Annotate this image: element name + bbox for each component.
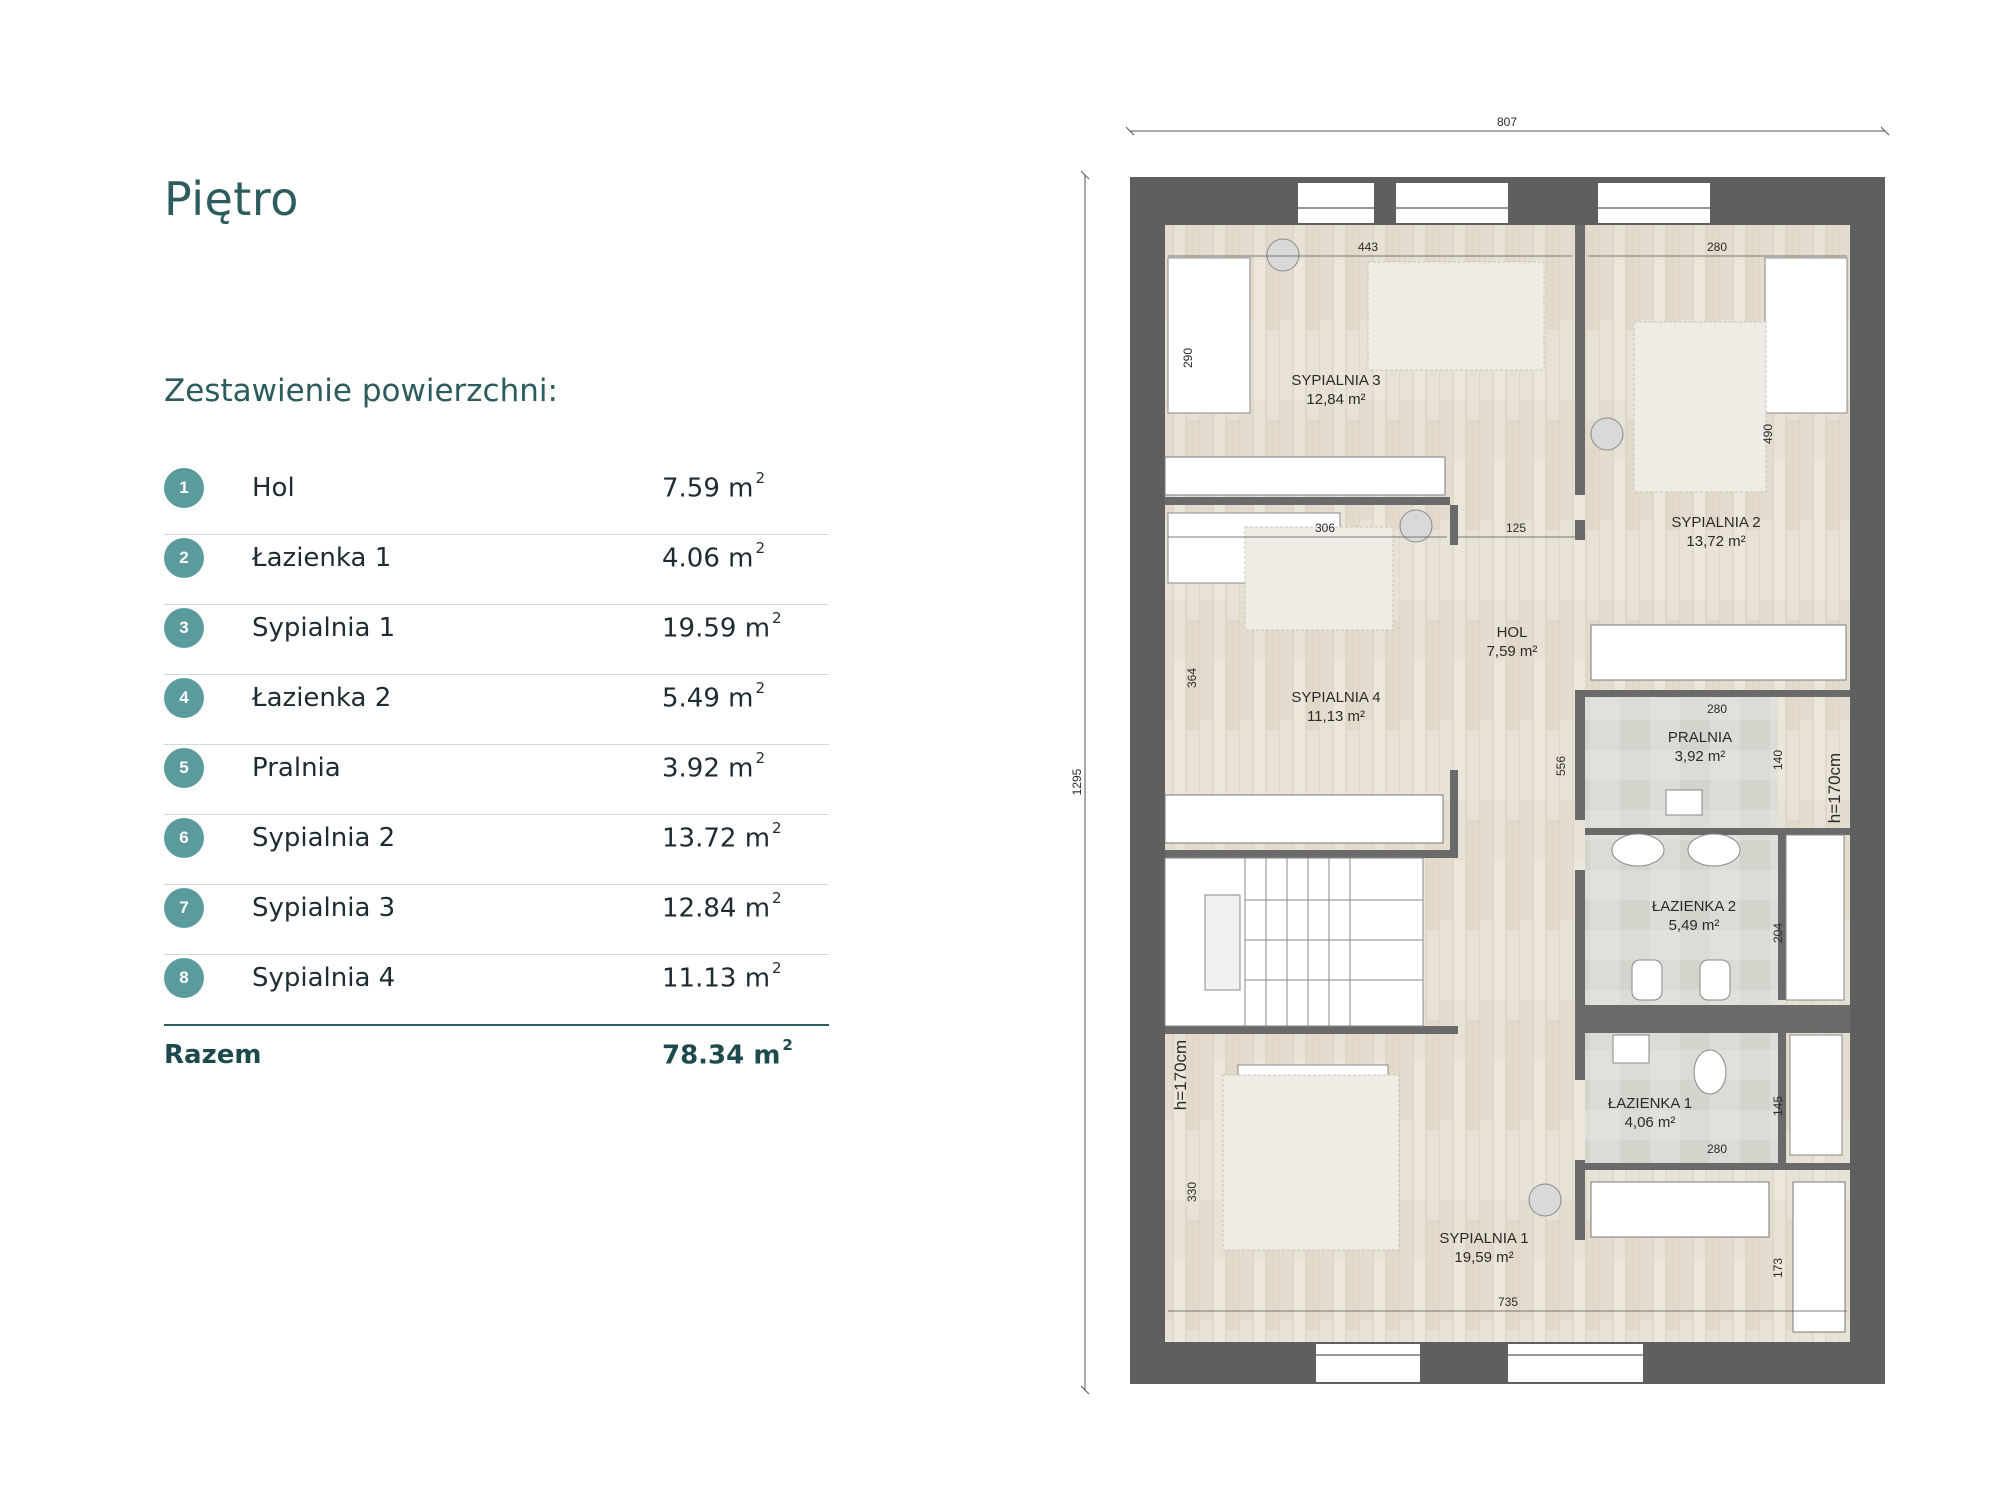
window [1508, 1344, 1643, 1382]
overall-width-dimension [1126, 115, 1889, 135]
dimension-label: 145 [1771, 1095, 1785, 1117]
room-area-value: 7.59 [662, 473, 720, 504]
room-name: Sypialnia 2 [252, 823, 396, 853]
dimension-label: 490 [1761, 423, 1775, 445]
window [1396, 183, 1508, 223]
room-name: Łazienka 2 [252, 683, 392, 713]
dimension-label: 125 [1505, 521, 1527, 535]
overall-height-dimension [1070, 171, 1089, 1394]
room-number-badge: 7 [164, 888, 204, 928]
room-name-label: SYPIALNIA 4 [1291, 689, 1381, 706]
dimension-label: 330 [1185, 1181, 1199, 1203]
room-name-label: SYPIALNIA 2 [1671, 514, 1761, 531]
ceiling-height-note: h=170cm [1171, 1039, 1190, 1111]
room-name-label: SYPIALNIA 1 [1439, 1230, 1529, 1247]
area-unit: m [753, 1040, 781, 1071]
room-area-label: 13,72 m² [1686, 533, 1746, 550]
dimension-label: 290 [1181, 347, 1195, 369]
room-name: Sypialnia 3 [252, 893, 396, 923]
room-name-label: ŁAZIENKA 1 [1607, 1095, 1693, 1112]
dimension-label: 280 [1706, 240, 1728, 254]
dimension-label: 280 [1706, 1142, 1728, 1156]
area-unit-exponent: 2 [755, 469, 766, 487]
room-number-badge: 1 [164, 468, 204, 508]
dimension-label: 204 [1771, 922, 1785, 944]
area-unit-exponent: 2 [782, 1036, 793, 1054]
room-number-badge: 8 [164, 958, 204, 998]
room-name-label: PRALNIA [1667, 729, 1733, 746]
area-unit-exponent: 2 [755, 749, 766, 767]
room-name: Łazienka 1 [252, 543, 392, 573]
dimension-label: 280 [1706, 702, 1728, 716]
area-unit: m [728, 683, 754, 714]
total-area-value: 78.34 [662, 1040, 745, 1071]
area-unit-exponent: 2 [772, 959, 782, 977]
room-number-badge: 6 [164, 818, 204, 858]
room-number-badge: 2 [164, 538, 204, 578]
area-unit-exponent: 2 [755, 539, 766, 557]
room-area-label: 4,06 m² [1624, 1114, 1676, 1131]
room-number-badge: 5 [164, 748, 204, 788]
dimension-label: 173 [1771, 1257, 1785, 1279]
area-unit-exponent: 2 [755, 679, 766, 697]
window [1316, 1344, 1420, 1382]
room-area-label: 7,59 m² [1486, 643, 1538, 660]
area-unit-exponent: 2 [772, 889, 782, 907]
room-name: Hol [252, 473, 295, 503]
area-unit-exponent: 2 [772, 609, 782, 627]
area-unit: m [744, 613, 771, 644]
ceiling-height-note: h=170cm [1825, 752, 1844, 824]
dimension-label: 306 [1314, 521, 1336, 535]
dimension-label: 556 [1554, 755, 1568, 777]
overall-height-label: 1295 [1070, 768, 1084, 796]
area-unit: m [728, 753, 754, 784]
room-area-value: 3.92 [662, 753, 720, 784]
area-unit-exponent: 2 [772, 819, 782, 837]
area-summary-heading: Zestawienie powierzchni: [164, 373, 558, 409]
total-label: Razem [164, 1040, 262, 1070]
room-area-value: 4.06 [662, 543, 720, 574]
room-area-label: 3,92 m² [1674, 748, 1726, 765]
room-number-badge: 4 [164, 678, 204, 718]
room-area-value: 5.49 [662, 683, 720, 714]
area-unit: m [744, 823, 771, 854]
room-name-label: SYPIALNIA 3 [1291, 372, 1381, 389]
room-name: Pralnia [252, 753, 341, 783]
room-area-value: 13.72 [662, 823, 737, 854]
room-name: Sypialnia 4 [252, 963, 396, 993]
room-area-value: 11.13 [662, 963, 737, 994]
dimension-label: 364 [1185, 667, 1199, 689]
room-area-label: 11,13 m² [1306, 708, 1366, 725]
page-title: Piętro [164, 172, 299, 226]
area-unit: m [744, 963, 771, 994]
area-unit: m [728, 543, 754, 574]
room-area-label: 19,59 m² [1454, 1249, 1514, 1266]
room-name-label: ŁAZIENKA 2 [1651, 898, 1737, 915]
room-area-label: 5,49 m² [1668, 917, 1720, 934]
window [1298, 183, 1374, 223]
area-unit: m [728, 473, 754, 504]
room-area-value: 19.59 [662, 613, 737, 644]
room-name-label: HOL [1496, 624, 1528, 641]
dimension-label: 735 [1497, 1295, 1519, 1309]
room-number-badge: 3 [164, 608, 204, 648]
room-name: Sypialnia 1 [252, 613, 396, 643]
room-area-value: 12.84 [662, 893, 737, 924]
window [1598, 183, 1710, 223]
overall-width-label: 807 [1496, 115, 1518, 129]
area-unit: m [744, 893, 771, 924]
dimension-label: 443 [1357, 240, 1379, 254]
dimension-label: 140 [1771, 749, 1785, 771]
room-area-label: 12,84 m² [1306, 391, 1366, 408]
staircase [1165, 858, 1423, 1026]
